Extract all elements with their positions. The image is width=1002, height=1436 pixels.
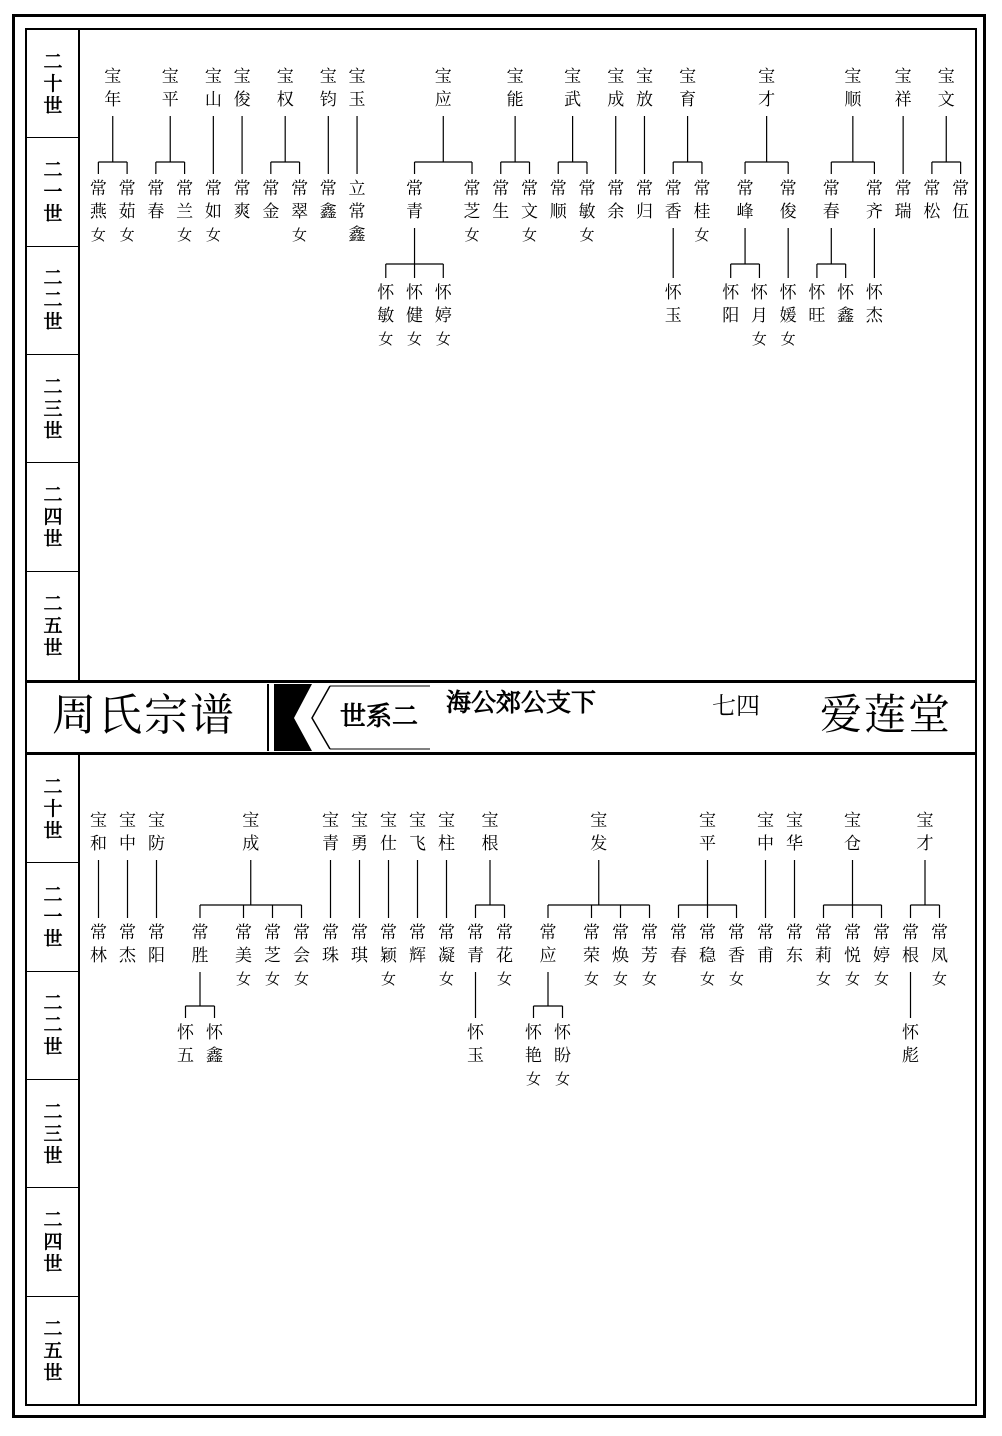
female-note: 女 (292, 226, 308, 244)
generation-22-name: 怀 盼 (554, 1023, 571, 1066)
generation-char: 三 (43, 1122, 63, 1145)
female-note: 女 (378, 330, 394, 348)
generation-21-name: 常 桂 (693, 179, 711, 222)
hall-name: 爱莲堂 (820, 690, 953, 739)
generation-22-name: 怀 鑫 (837, 283, 855, 326)
generation-21-name: 常 归 (635, 179, 653, 222)
generation-21-name: 常 如 (204, 179, 222, 222)
generation-char: 世 (43, 819, 63, 842)
generation-21-name: 常 香 (728, 923, 745, 966)
female-note: 女 (496, 970, 512, 988)
generation-22-name: 怀 媛 (779, 283, 797, 326)
female-note: 女 (177, 226, 193, 244)
generation-21-name: 常 凝 (438, 923, 455, 966)
generation-21-name: 常 峰 (736, 179, 754, 222)
generation-char: 二 (43, 1208, 63, 1231)
generation-20-name: 宝 能 (506, 67, 524, 110)
female-note: 女 (641, 970, 657, 988)
generation-char: 五 (43, 1339, 63, 1362)
generation-char: 二 (43, 483, 63, 506)
generation-char: 二 (43, 592, 63, 615)
generation-21-name: 常 琪 (351, 923, 368, 966)
generation-21-name: 常 顺 (549, 179, 567, 222)
female-note: 女 (521, 226, 537, 244)
generation-20-name: 宝 飞 (409, 811, 426, 854)
generation-21-name: 常 芳 (641, 923, 658, 966)
generation-21-name: 常 文 (521, 179, 538, 222)
series-label: 世系二 (340, 702, 419, 732)
generation-20-name: 宝 青 (322, 811, 339, 854)
generation-20-name: 宝 防 (148, 811, 165, 854)
generation-20-name: 宝 才 (758, 67, 776, 110)
generation-char: 二 (43, 267, 63, 290)
female-note: 女 (579, 226, 595, 244)
generation-21-name: 常 会 (293, 923, 310, 966)
generation-char: 世 (43, 202, 63, 225)
generation-21-name: 常 芝 (264, 923, 281, 966)
female-note: 女 (435, 330, 451, 348)
female-note: 女 (699, 970, 715, 988)
generation-char: 二 (43, 158, 63, 181)
generation-21-name: 常 翠 (291, 179, 309, 222)
generation-21-name: 常 俊 (779, 179, 797, 222)
generation-char: 二 (43, 375, 63, 398)
female-note: 女 (90, 226, 106, 244)
generation-char: 世 (43, 636, 63, 659)
generation-char: 世 (43, 1144, 63, 1167)
female-note: 女 (728, 970, 744, 988)
generation-21-name: 常 焕 (612, 923, 629, 966)
generation-21-name: 常 凤 (931, 923, 948, 966)
generation-21-name: 常 胜 (191, 923, 209, 966)
generation-21-name: 常 香 (664, 179, 682, 222)
generation-22-name: 怀 杰 (865, 283, 883, 326)
female-note: 女 (235, 970, 251, 988)
generation-char: 世 (43, 927, 63, 950)
generation-21-name: 常 花 (496, 923, 513, 966)
generation-22-name: 怀 阳 (722, 283, 740, 326)
generation-21-name: 常 根 (902, 923, 919, 966)
female-note: 女 (554, 1070, 570, 1088)
generation-20-name: 宝 武 (564, 67, 582, 110)
female-note: 女 (751, 330, 767, 348)
generation-20-name: 宝 成 (242, 811, 260, 854)
generation-char: 十 (43, 797, 63, 820)
female-note: 女 (407, 330, 423, 348)
female-note: 女 (815, 970, 831, 988)
generation-20-name: 宝 钧 (319, 67, 337, 110)
generation-21-name: 常 颖 (380, 923, 397, 966)
generation-21-name: 常 林 (90, 923, 107, 966)
generation-20-name: 宝 山 (204, 67, 222, 110)
generation-char: 二 (43, 883, 63, 906)
generation-21-name: 立 常 鑫 (348, 179, 366, 245)
female-note: 女 (464, 226, 480, 244)
generation-char: 世 (43, 1361, 63, 1384)
generation-20-name: 宝 仓 (844, 811, 861, 854)
generation-20-name: 宝 放 (635, 67, 653, 110)
generation-char: 世 (43, 1252, 63, 1275)
generation-20-name: 宝 勇 (351, 811, 368, 854)
generation-20-name: 宝 祥 (894, 67, 912, 110)
generation-21-name: 常 松 (923, 179, 941, 222)
book-title: 周氏宗谱 (52, 690, 236, 741)
generation-21-name: 常 悦 (844, 923, 861, 966)
generation-20-name: 宝 和 (90, 811, 107, 854)
generation-21-name: 常 余 (607, 179, 625, 222)
generation-20-name: 宝 中 (119, 811, 136, 854)
generation-20-name: 宝 平 (161, 67, 179, 110)
generation-char: 二 (43, 1100, 63, 1123)
generation-20-name: 宝 育 (679, 67, 697, 110)
generation-char: 世 (43, 94, 63, 117)
generation-22-name: 怀 月 (750, 283, 768, 326)
female-note: 女 (205, 226, 221, 244)
generation-21-name: 常 阳 (148, 923, 165, 966)
generation-char: 二 (43, 50, 63, 73)
generation-char: 五 (43, 614, 63, 637)
generation-char: 十 (43, 72, 63, 95)
generation-21-name: 常 芝 (463, 179, 481, 222)
female-note: 女 (119, 226, 135, 244)
generation-20-name: 宝 玉 (348, 67, 366, 110)
generation-20-name: 宝 年 (104, 67, 122, 110)
generation-char: 二 (43, 289, 63, 312)
female-note: 女 (293, 970, 309, 988)
generation-22-name: 怀 敏 (377, 283, 395, 326)
generation-21-name: 常 甫 (757, 923, 774, 966)
generation-char: 世 (43, 311, 63, 334)
female-note: 女 (780, 330, 796, 348)
generation-20-name: 宝 权 (276, 67, 294, 110)
generation-21-name: 常 兰 (176, 179, 194, 222)
generation-21-name: 常 爽 (233, 179, 251, 222)
generation-21-name: 常 春 (147, 179, 165, 222)
generation-20-name: 宝 中 (757, 811, 774, 854)
generation-21-name: 常 鑫 (319, 179, 337, 222)
female-note: 女 (264, 970, 280, 988)
generation-char: 世 (43, 527, 63, 550)
generation-22-name: 怀 鑫 (206, 1023, 223, 1066)
female-note: 女 (694, 226, 710, 244)
generation-char: 一 (43, 905, 63, 928)
generation-21-name: 常 东 (786, 923, 803, 966)
generation-char: 二 (43, 1014, 63, 1037)
generation-char: 世 (43, 419, 63, 442)
female-note: 女 (438, 970, 454, 988)
generation-char: 二 (43, 992, 63, 1015)
generation-21-name: 常 婷 (873, 923, 890, 966)
generation-20-name: 宝 发 (590, 811, 608, 854)
female-note: 女 (873, 970, 889, 988)
generation-21-name: 常 燕 (89, 179, 107, 222)
generation-21-name: 常 青 (467, 923, 484, 966)
generation-21-name: 常 荣 (583, 923, 600, 966)
generation-21-name: 常 伍 (952, 179, 970, 222)
generation-char: 四 (43, 505, 63, 528)
female-note: 女 (931, 970, 947, 988)
generation-22-name: 怀 五 (177, 1023, 194, 1066)
generation-char: 四 (43, 1230, 63, 1253)
generation-char: 二 (43, 775, 63, 798)
generation-22-name: 怀 玉 (467, 1023, 484, 1066)
generation-char: 一 (43, 180, 63, 203)
generation-20-name: 宝 顺 (844, 67, 862, 110)
generation-22-name: 怀 艳 (525, 1023, 542, 1066)
generation-21-name: 常 莉 (815, 923, 832, 966)
generation-20-name: 宝 平 (699, 811, 716, 854)
generation-20-name: 宝 俊 (233, 67, 251, 110)
generation-22-name: 怀 彪 (902, 1023, 919, 1066)
female-note: 女 (583, 970, 599, 988)
generation-20-name: 宝 根 (481, 811, 499, 854)
generation-21-name: 常 生 (492, 179, 510, 222)
generation-22-name: 怀 婷 (434, 283, 452, 326)
generation-char: 世 (43, 1036, 63, 1059)
generation-20-name: 宝 仕 (380, 811, 397, 854)
generation-20-name: 宝 应 (434, 67, 452, 110)
generation-21-name: 常 茹 (118, 179, 136, 222)
generation-21-name: 常 金 (262, 179, 280, 222)
generation-22-name: 怀 玉 (664, 283, 682, 326)
generation-20-name: 宝 柱 (438, 811, 455, 854)
generation-21-name: 常 应 (539, 923, 557, 966)
generation-21-name: 常 杰 (119, 923, 136, 966)
generation-22-name: 怀 旺 (808, 283, 826, 326)
female-note: 女 (844, 970, 860, 988)
generation-20-name: 宝 文 (937, 67, 955, 110)
generation-21-name: 常 敏 (578, 179, 596, 222)
female-note: 女 (380, 970, 396, 988)
page-number: 七四 (712, 692, 760, 720)
generation-20-name: 宝 华 (786, 811, 803, 854)
female-note: 女 (525, 1070, 541, 1088)
generation-21-name: 常 珠 (322, 923, 339, 966)
generation-21-name: 常 美 (235, 923, 252, 966)
generation-21-name: 常 齐 (865, 179, 883, 222)
generation-char: 三 (43, 397, 63, 420)
generation-21-name: 常 辉 (409, 923, 426, 966)
generation-20-name: 宝 成 (607, 67, 625, 110)
generation-21-name: 常 青 (406, 179, 424, 222)
generation-char: 二 (43, 1317, 63, 1340)
generation-21-name: 常 稳 (699, 923, 716, 966)
branch-label: 海公郊公支下 (446, 688, 597, 717)
generation-20-name: 宝 才 (916, 811, 934, 854)
generation-21-name: 常 春 (670, 923, 687, 966)
female-note: 女 (612, 970, 628, 988)
generation-22-name: 怀 健 (406, 283, 424, 326)
generation-21-name: 常 瑞 (894, 179, 912, 222)
generation-21-name: 常 春 (822, 179, 840, 222)
